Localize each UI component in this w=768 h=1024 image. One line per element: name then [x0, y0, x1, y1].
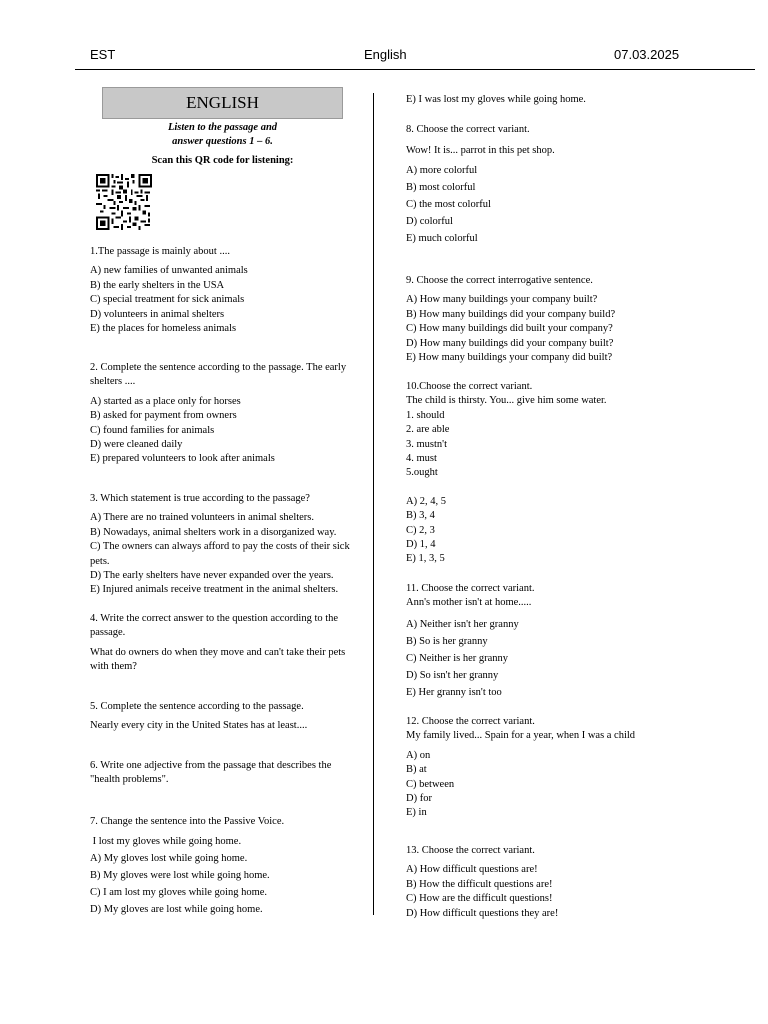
option-b[interactable]: B) How many buildings did your company build?	[406, 308, 616, 320]
question-number: 1	[90, 246, 96, 257]
question-text: . Write the correct answer to the question according to the passage.	[90, 613, 339, 639]
option-c[interactable]: C) How are the difficult questions!	[406, 893, 553, 905]
option-c[interactable]: C) between	[406, 778, 455, 790]
question-prompt: The child is thirsty. You... give him some water.	[406, 395, 607, 407]
option-d[interactable]: D) How difficult questions they are!	[406, 907, 559, 919]
column-divider	[373, 93, 374, 915]
question-2	[90, 361, 362, 467]
option-b[interactable]: B) most colorful	[406, 181, 476, 193]
option-a[interactable]: A) How difficult questions are!	[406, 864, 538, 876]
question-5	[90, 700, 362, 734]
page-header	[0, 47, 768, 67]
question-13	[406, 844, 706, 921]
option-a[interactable]: A) 2, 4, 5	[406, 495, 446, 507]
question-text: . Choose the correct variant.	[411, 124, 530, 135]
question-10	[406, 380, 706, 567]
question-prompt: Nearly every city in the United States has at least....	[90, 720, 308, 732]
option-d[interactable]: D) The early shelters have never expanded over the years.	[90, 570, 334, 582]
question-text: . Change the sentence into the Passive Voice.	[95, 816, 285, 827]
question-text: . Choose the correct variant.	[416, 845, 535, 856]
option-b[interactable]: B) asked for payment from owners	[90, 410, 237, 422]
option-e[interactable]: E) I was lost my gloves while going home.	[406, 94, 586, 105]
choice-item-4: 4. must	[406, 453, 437, 465]
option-d[interactable]: D) So isn't her granny	[406, 669, 499, 681]
option-e[interactable]: E) the places for homeless animals	[90, 323, 237, 335]
option-a[interactable]: A) started as a place only for horses	[90, 395, 241, 407]
question-prompt: Ann's mother isn't at home.....	[406, 597, 532, 609]
question-prompt: My family lived... Spain for a year, when I was a child	[406, 730, 636, 742]
question-text: . Which statement is true according to the passage?	[95, 493, 310, 504]
option-d[interactable]: D) My gloves are lost while going home.	[90, 904, 263, 915]
option-b[interactable]: B) at	[406, 764, 427, 776]
question-number: 13	[406, 845, 417, 856]
choice-item-3: 3. mustn't	[406, 438, 447, 450]
question-8	[406, 123, 706, 247]
question-11	[406, 582, 706, 701]
option-a[interactable]: A) Neither isn't her granny	[406, 618, 519, 630]
question-7	[90, 813, 362, 918]
option-b[interactable]: B) So is her granny	[406, 635, 488, 647]
question-number: 7	[90, 816, 96, 827]
option-d[interactable]: D) 1, 4	[406, 539, 436, 551]
header-rule	[75, 69, 755, 70]
question-text: . Choose the correct variant.	[416, 583, 535, 594]
option-e[interactable]: E) Injured animals receive treatment in the animal shelters.	[90, 584, 339, 596]
question-prompt: I lost my gloves while going home.	[90, 836, 242, 847]
question-9	[406, 274, 706, 365]
question-number: 10	[406, 381, 417, 392]
option-e[interactable]: E) How many buildings your company did built?	[406, 352, 613, 364]
question-prompt: Wow! It is... parrot in this pet shop.	[406, 145, 555, 157]
listening-instructions: Listen to the passage and answer questions 1 – 6.	[167, 122, 278, 147]
question-12	[406, 715, 706, 821]
question-4	[90, 612, 362, 675]
option-a[interactable]: A) on	[406, 749, 431, 761]
question-number: 12	[406, 716, 417, 727]
option-c[interactable]: C) the most colorful	[406, 198, 491, 210]
question-number: 11	[406, 583, 417, 594]
question-number: 4	[90, 613, 96, 624]
choice-item-1: 1. should	[406, 409, 445, 421]
question-text: . Complete the sentence according to the passage. The early shelters ....	[90, 362, 347, 388]
question-3	[90, 492, 362, 598]
choice-item-5: 5.ought	[406, 467, 438, 479]
choice-item-2: 2. are able	[406, 424, 450, 436]
option-b[interactable]: B) My gloves were lost while going home.	[90, 870, 270, 881]
question-text: . Complete the sentence according to the passage.	[95, 701, 304, 712]
option-d[interactable]: D) were cleaned daily	[90, 439, 183, 451]
question-prompt: What do owners do when they move and can't take their pets with them?	[90, 646, 346, 673]
header-date: 07.03.2025	[614, 47, 680, 62]
option-b[interactable]: B) Nowadays, animal shelters work in a disorganized way.	[90, 526, 337, 538]
question-number: 6	[90, 760, 96, 771]
option-e[interactable]: E) in	[406, 807, 427, 819]
option-a[interactable]: A) My gloves lost while going home.	[90, 853, 248, 864]
option-e[interactable]: E) prepared volunteers to look after animals	[90, 453, 275, 465]
option-c[interactable]: C) I am lost my gloves while going home.	[90, 887, 268, 898]
option-d[interactable]: D) How many buildings did your company built?	[406, 337, 614, 349]
question-number: 2	[90, 362, 96, 373]
option-e[interactable]: E) 1, 3, 5	[406, 553, 445, 565]
option-a[interactable]: A) new families of unwanted animals	[90, 265, 248, 277]
option-d[interactable]: D) for	[406, 793, 432, 805]
option-d[interactable]: D) volunteers in animal shelters	[90, 308, 225, 320]
scan-text: Scan this QR code for listening:	[151, 155, 294, 166]
question-1	[90, 245, 362, 336]
question-text: .Choose the correct variant.	[416, 381, 533, 392]
option-a[interactable]: A) How many buildings your company built?	[406, 294, 598, 306]
question-text: . Choose the correct variant.	[416, 716, 535, 727]
option-c[interactable]: C) 2, 3	[406, 524, 435, 536]
option-c[interactable]: C) How many buildings did built your company?	[406, 323, 613, 335]
question-number: 5	[90, 701, 96, 712]
option-e[interactable]: E) much colorful	[406, 232, 478, 244]
option-b[interactable]: B) the early shelters in the USA	[90, 279, 225, 291]
question-number: 9	[406, 275, 412, 286]
option-c[interactable]: C) found families for animals	[90, 424, 215, 436]
question-text: . Write one adjective from the passage that describes the "health problems".	[90, 760, 332, 786]
question-text: .The passage is mainly about ....	[95, 246, 230, 257]
option-a[interactable]: A) There are no trained volunteers in animal shelters.	[90, 512, 315, 524]
option-d[interactable]: D) colorful	[406, 215, 453, 227]
qr-code-icon[interactable]	[96, 174, 152, 230]
header-left: EST	[90, 47, 116, 62]
question-number: 8	[406, 124, 412, 135]
option-c[interactable]: C) Neither is her granny	[406, 652, 509, 664]
question-number: 3	[90, 493, 96, 504]
option-c[interactable]: C) special treatment for sick animals	[90, 294, 245, 306]
question-text: . Choose the correct interrogative sentence.	[411, 275, 593, 286]
option-b[interactable]: B) 3, 4	[406, 510, 435, 522]
header-center: English	[364, 47, 407, 62]
option-b[interactable]: B) How the difficult questions are!	[406, 878, 553, 890]
question-7-continued	[406, 93, 706, 107]
question-6	[90, 759, 362, 788]
option-e[interactable]: E) Her granny isn't too	[406, 686, 502, 698]
page-title: ENGLISH	[102, 87, 343, 119]
option-a[interactable]: A) more colorful	[406, 164, 478, 176]
option-c[interactable]: C) The owners can always afford to pay the costs of their sick pets.	[90, 541, 350, 567]
